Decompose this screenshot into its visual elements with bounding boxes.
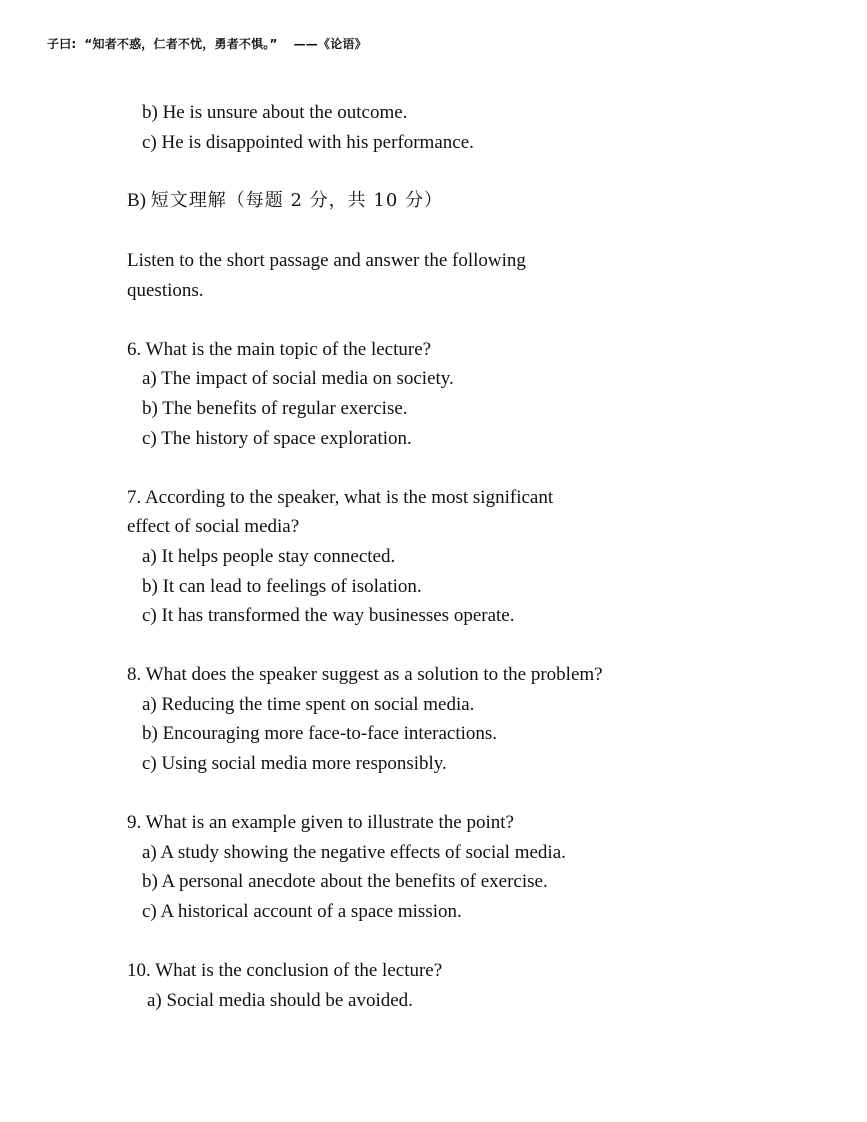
- section-b-label: B): [127, 190, 146, 211]
- question-10-option-a: a) Social media should be avoided.: [147, 990, 413, 1011]
- section-b-instructions-2: questions.: [127, 280, 204, 301]
- section-b-title: 短文理解（每题 2 分，共 10 分）: [150, 190, 443, 211]
- question-7-text-1: 7. According to the speaker, what is the most significant: [127, 487, 554, 508]
- header-source: ——《论语》: [293, 37, 367, 51]
- page-header: [47, 35, 367, 52]
- question-9-option-c: c) A historical account of a space mission.: [142, 901, 462, 922]
- question-6-text: 6. What is the main topic of the lecture?: [127, 339, 432, 360]
- question-10-text: 10. What is the conclusion of the lecture?: [127, 960, 443, 981]
- question-7-option-b: b) It can lead to feelings of isolation.: [142, 576, 422, 597]
- header-quote: “知者不惑，仁者不忧，勇者不惧。”: [84, 37, 278, 51]
- question-6-option-c: c) The history of space exploration.: [142, 428, 412, 449]
- question-9-option-a: a) A study showing the negative effects of social media.: [142, 842, 566, 863]
- question-8-option-b: b) Encouraging more face-to-face interactions.: [142, 723, 498, 744]
- question-9-option-b: b) A personal anecdote about the benefits of exercise.: [142, 871, 548, 892]
- question-8-option-c: c) Using social media more responsibly.: [142, 753, 447, 774]
- question-6-option-b: b) The benefits of regular exercise.: [142, 398, 408, 419]
- question-7-text-2: effect of social media?: [127, 516, 300, 537]
- prev-option-b: b) He is unsure about the outcome.: [142, 102, 408, 123]
- section-b-instructions-1: Listen to the short passage and answer the following: [127, 250, 526, 271]
- question-8-text: 8. What does the speaker suggest as a solution to the problem?: [127, 664, 603, 685]
- header-speaker: 子曰:: [47, 37, 77, 51]
- question-7-option-a: a) It helps people stay connected.: [142, 546, 396, 567]
- prev-option-c: c) He is disappointed with his performance.: [142, 132, 474, 153]
- question-8-option-a: a) Reducing the time spent on social media.: [142, 694, 475, 715]
- question-6-option-a: a) The impact of social media on society.: [142, 368, 454, 389]
- question-9-text: 9. What is an example given to illustrate the point?: [127, 812, 514, 833]
- question-7-option-c: c) It has transformed the way businesses operate.: [142, 605, 515, 626]
- section-b-heading: [127, 191, 443, 210]
